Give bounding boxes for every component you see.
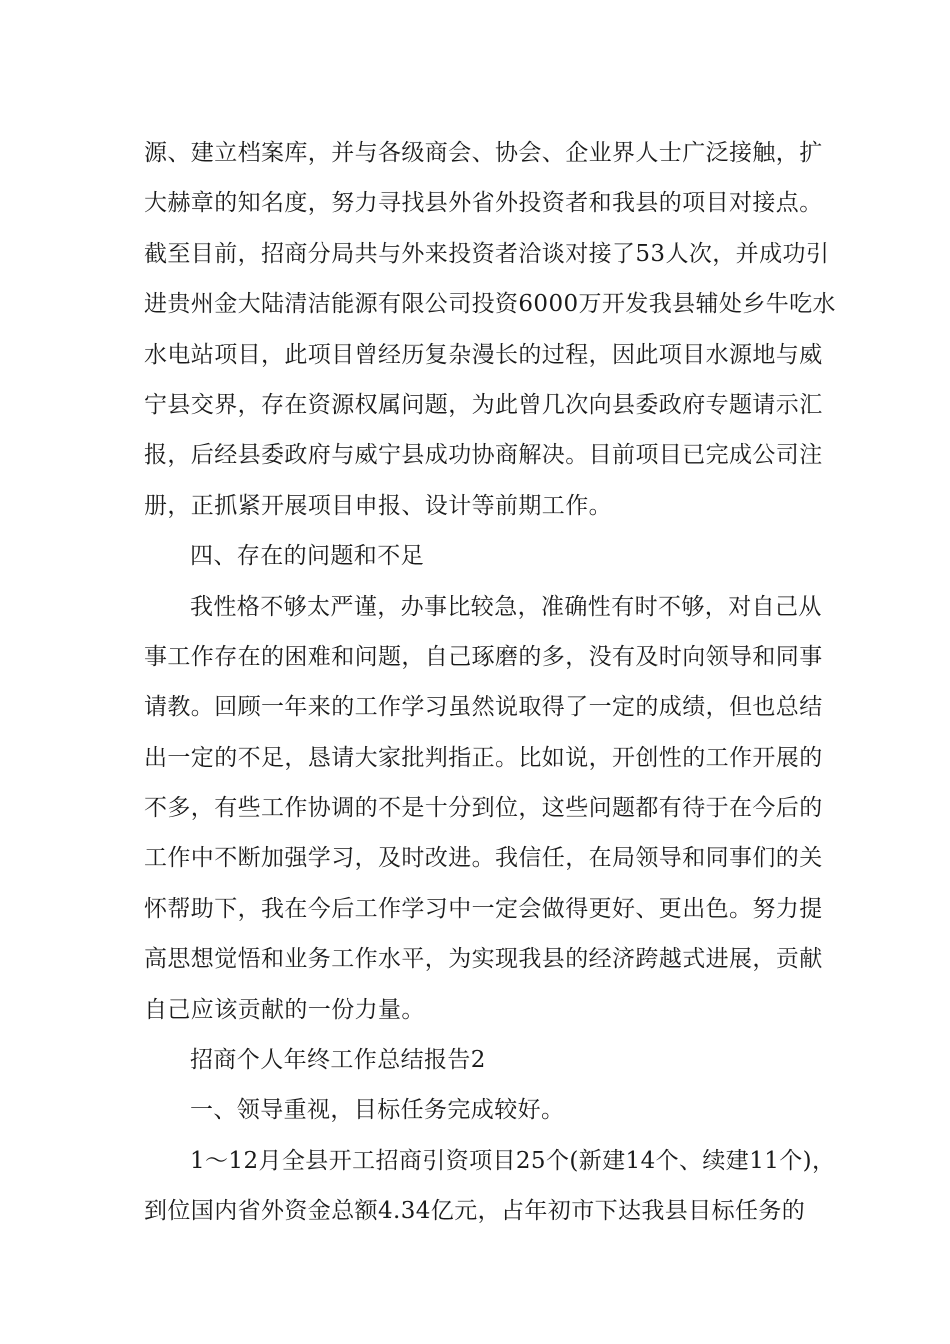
text-line: 高思想觉悟和业务工作水平，为实现我县的经济跨越式进展，贡献 <box>144 946 823 973</box>
text-line: 源、建立档案库，并与各级商会、协会、企业界人士广泛接触，扩 <box>144 140 823 166</box>
section-heading-leadership: 一、领导重视，目标任务完成较好。 <box>190 1097 565 1124</box>
text-line: 进贵州金大陆清洁能源有限公司投资6000万开发我县辅处乡牛吃水 <box>144 291 836 318</box>
section-heading-problems: 四、存在的问题和不足 <box>190 543 424 570</box>
text-line: 不多，有些工作协调的不是十分到位，这些问题都有待于在今后的 <box>144 795 823 822</box>
text-line: 大赫章的知名度，努力寻找县外省外投资者和我县的项目对接点。 <box>144 190 823 217</box>
text-line: 请教。回顾一年来的工作学习虽然说取得了一定的成绩，但也总结 <box>144 694 823 721</box>
text-line: 1～12月全县开工招商引资项目25个(新建14个、续建11个)， <box>190 1147 836 1174</box>
text-line: 截至目前，招商分局共与外来投资者洽谈对接了53人次，并成功引 <box>144 240 830 267</box>
text-line: 事工作存在的困难和问题，自己琢磨的多，没有及时向领导和同事 <box>144 643 823 670</box>
text-line: 工作中不断加强学习，及时改进。我信任，在局领导和同事们的关 <box>144 845 823 872</box>
text-line: 水电站项目，此项目曾经历复杂漫长的过程，因此项目水源地与威 <box>144 341 823 368</box>
document-body <box>144 128 836 1237</box>
text-line: 自己应该贡献的一份力量。 <box>144 996 425 1023</box>
text-line: 怀帮助下，我在今后工作学习中一定会做得更好、更出色。努力提 <box>144 895 823 922</box>
text-line: 报，后经县委政府与威宁县成功协商解决。目前项目已完成公司注 <box>144 442 823 469</box>
text-line: 我性格不够太严谨，办事比较急，准确性有时不够，对自己从 <box>190 593 822 620</box>
text-line: 册，正抓紧开展项目申报、设计等前期工作。 <box>144 492 612 519</box>
text-line: 到位国内省外资金总额4.34亿元，占年初市下达我县目标任务的 <box>144 1198 806 1225</box>
report-title: 招商个人年终工作总结报告2 <box>190 1047 486 1074</box>
text-line: 出一定的不足，恳请大家批判指正。比如说，开创性的工作开展的 <box>144 744 823 771</box>
text-line: 宁县交界，存在资源权属问题，为此曾几次向县委政府专题请示汇 <box>144 391 823 418</box>
